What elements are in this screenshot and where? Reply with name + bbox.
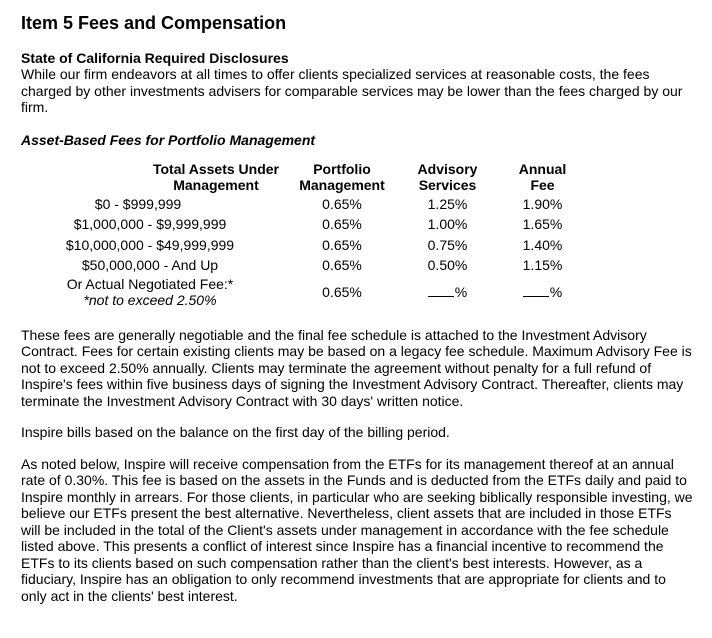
table-row bbox=[21, 235, 595, 256]
fee-table-header-row bbox=[21, 161, 595, 194]
cell-assets: $10,000,000 - $49,999,999 bbox=[65, 236, 235, 253]
cell-advisory: 1.25% bbox=[427, 195, 468, 212]
cell-portfolio: 0.65% bbox=[322, 216, 362, 233]
table-row bbox=[21, 194, 595, 215]
cell-portfolio: 0.65% bbox=[322, 257, 362, 274]
cell-advisory: 0.50% bbox=[427, 257, 468, 274]
cell-advisory: 1.00% bbox=[427, 216, 468, 233]
header-annual-fee: Annual Fee bbox=[518, 160, 567, 193]
cell-annual: 1.90% bbox=[522, 195, 563, 212]
cell-annual: 1.15% bbox=[522, 257, 563, 274]
state-disclosure-title: State of California Required Disclosures bbox=[21, 50, 289, 66]
page-title: Item 5 Fees and Compensation bbox=[21, 13, 287, 33]
negotiated-fee-note: *not to exceed 2.50% bbox=[83, 292, 217, 308]
cell-annual-blank: % bbox=[490, 276, 595, 309]
cell-advisory: 0.75% bbox=[427, 236, 468, 253]
cell-portfolio: 0.65% bbox=[322, 284, 362, 300]
negotiable-paragraph: These fees are generally negotiable and the final fee schedule is attached to the Investment Advisory Contract. Fees for certain existing clients may be based on a legacy fee schedule. Maximum Advisory Fee is not to exceed 2.50% annually. Clients may terminate the agreement without penalty for a full refund of Inspire's fees within five business days of signing the Investment Advisory Contract. Thereafter, clients may terminate the Investment Advisory Contract with 30 days' written notice. bbox=[21, 326, 692, 409]
cell-portfolio: 0.65% bbox=[322, 195, 362, 212]
advisory-blank-line bbox=[428, 284, 454, 297]
etf-paragraph: As noted below, Inspire will receive compensation from the ETFs for its management thereof at an annual rate of 0.30%. This fee is based on the assets in the Funds and is deducted from the ETFs daily and paid to Inspire monthly in arrears. For those clients, in particular who are seeking biblically responsible investing, we believe our ETFs present the best alternative. Nevertheless, client assets that are included in those ETFs will be included in the total of the Client's assets under management in accordance with the fee schedule listed above. This presents a conflict of interest since Inspire has a financial incentive to recommend the ETFs to its clients based on such compensation rather than the client's best interests. However, as a fiduciary, Inspire has an obligation to only recommend investments that are appropriate for clients and to only act in the clients' best interest. bbox=[21, 455, 693, 604]
fee-schedule-table bbox=[21, 161, 595, 309]
fee-section-title: Asset-Based Fees for Portfolio Management bbox=[21, 131, 316, 148]
table-row-negotiated bbox=[21, 276, 595, 309]
negotiated-fee-label: Or Actual Negotiated Fee:* bbox=[66, 275, 234, 292]
cell-assets: $50,000,000 - And Up bbox=[81, 257, 219, 274]
table-row bbox=[21, 255, 595, 276]
cell-assets: $0 - $999,999 bbox=[94, 195, 182, 212]
table-row bbox=[21, 214, 595, 235]
annual-blank-line bbox=[523, 284, 549, 297]
cell-negotiated-label bbox=[21, 276, 279, 309]
state-disclosure-text: While our firm endeavors at all times to offer clients specialized services at reasonable costs, the fees charged by other investments advisers for comparable services may be lower than the fees charged by our firm. bbox=[21, 66, 683, 115]
header-advisory-services: Advisory Services bbox=[417, 160, 478, 193]
cell-annual: 1.40% bbox=[522, 236, 563, 253]
cell-portfolio: 0.65% bbox=[322, 236, 362, 253]
document-page bbox=[21, 10, 693, 604]
cell-assets: $1,000,000 - $9,999,999 bbox=[73, 216, 227, 233]
cell-annual: 1.65% bbox=[522, 216, 563, 233]
cell-advisory-blank: % bbox=[405, 276, 490, 309]
billing-paragraph: Inspire bills based on the balance on the first day of the billing period. bbox=[21, 424, 450, 440]
header-portfolio-management: Portfolio Management bbox=[299, 160, 385, 193]
header-total-assets: Total Assets Under Management bbox=[152, 160, 279, 193]
